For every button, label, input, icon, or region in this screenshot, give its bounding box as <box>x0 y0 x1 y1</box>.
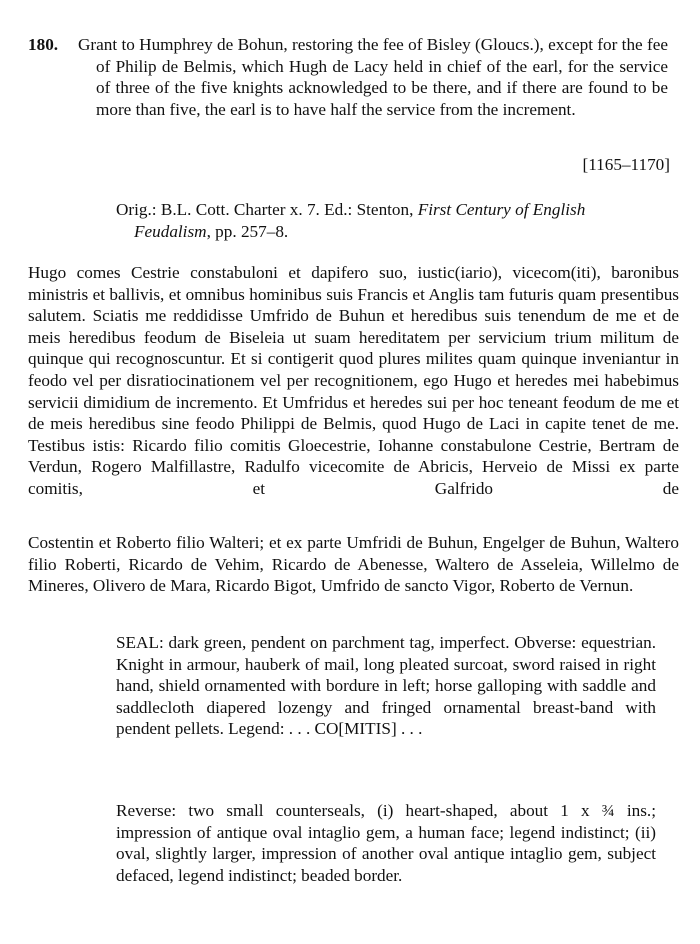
charter-text-part-1: Hugo comes Cestrie constabuloni et dapifero suo, iustic(iario), vicecom(iti), baronibus ministris et ballivis, et omnibus hominibus suis Francis et Anglis tam futuris quam presentibus salutem. Sciatis me reddidisse Umfrido de Buhun et heredibus suis tenendum de me et de meis heredibus feodum de Biseleia ut suam hereditatem per servicium trium militum de quinque qui recognoscuntur. Et si contigerit quod plures milites quam quinque inveniantur in feodo vel per disratiocinationem vel per recognitionem, ego Hugo et heredes mei habebimus servicii dimidium de incremento. Et Umfridus et heredes sui per hoc teneant feodum de me et de meis heredibus sine feodo Philippi de Belmis, quod Hugo de Laci in capite tenet de me. Testibus istis: Ricardo filio comitis Gloecestrie, Iohanne constabulone Cestrie, Bertram de Verdun, Rogero Malfillastre, Radulfo vicecomite de Abricis, Herveio de Missi ex parte comitis, et Galfrido de <box>28 263 679 498</box>
entry-date: [1165–1170] <box>582 155 670 174</box>
entry-number: 180. <box>28 35 59 54</box>
entry-summary: Grant to Humphrey de Bohun, restoring the fee of Bisley (Gloucs.), except for the fee of Philip de Belmis, which Hugh de Lacy held in chief of the earl, for the service of three of the five knights acknowledged to be there, and if there are found to be more than five, the earl is to have half the service from the increment. <box>78 35 668 119</box>
seal-reverse-description: Reverse: two small counterseals, (i) heart-shaped, about 1 x ¾ ins.; impression of antique oval intaglio gem, a human face; legend indistinct; (ii) oval, slightly larger, impression of another oval antique intaglio gem, subject defaced, legend indistinct; beaded border. <box>116 801 656 885</box>
charter-text-part-2: Costentin et Roberto filio Walteri; et ex parte Umfridi de Buhun, Engelger de Buhun, Waltero filio Roberti, Ricardo de Vehim, Ricardo de Abenesse, Waltero de Asseleia, Willelmo de Mineres, Olivero de Mara, Ricardo Bigot, Umfrido de sancto Vigor, Roberto de Vernun. <box>28 533 679 596</box>
source-suffix: , pp. 257–8. <box>206 221 289 241</box>
seal-obverse-description: SEAL: dark green, pendent on parchment tag, imperfect. Obverse: equestrian. Knight in armour, hauberk of mail, long pleated surcoat, sword raised in right hand, shield ornamented with bordure in left; horse galloping with saddle and saddlecloth diapered lozengy and fringed ornamental breast-band with pendent pellets. Legend: . . . CO[MITIS] . . . <box>116 633 656 738</box>
source-prefix: Orig.: B.L. Cott. Charter x. 7. Ed.: Stenton, <box>116 200 418 219</box>
source-citation <box>116 199 654 242</box>
source-title: First Century of English Feudalism <box>134 200 586 241</box>
entry-heading <box>28 34 668 120</box>
